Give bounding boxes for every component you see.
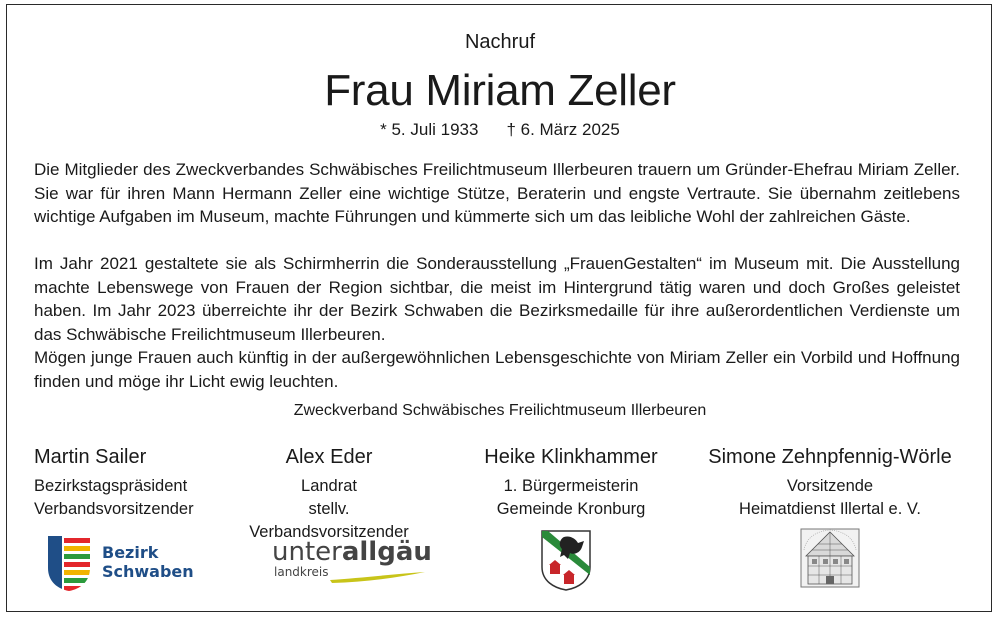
svg-text:unterallgäu bbox=[272, 537, 430, 567]
bezirk-line2: Schwaben bbox=[102, 562, 194, 581]
role-line-1: Bezirkstagspräsident bbox=[34, 477, 188, 495]
role-line-2: Heimatdienst Illertal e. V. bbox=[739, 500, 921, 518]
signatory-role bbox=[34, 475, 194, 521]
role-line-2: Verbandsvorsitzender bbox=[34, 500, 194, 518]
signatory-4 bbox=[694, 445, 966, 521]
role-line-1: 1. Bürgermeisterin bbox=[503, 477, 639, 495]
signatory-role bbox=[694, 475, 966, 521]
unterallgaeu-part2: allgäu bbox=[341, 537, 430, 567]
signatory-1 bbox=[34, 445, 194, 521]
bezirk-line1: Bezirk bbox=[102, 543, 159, 562]
paragraph-1: Die Mitglieder des Zweckverbandes Schwäbisches Freilichtmuseum Illerbeuren trauern um Gründer-Ehefrau Miriam Zeller. Sie war für ihren Mann Hermann Zeller eine wichtige Stütze, Beraterin und engste Vertraute. Sie übernahm zeitlebens wichtige Aufgaben im Museum, machte Führungen und kümmerte sich um das leibliche Wohl der zahlreichen Gäste. bbox=[34, 160, 960, 226]
role-line-2: stellv. Verbandsvorsitzender bbox=[249, 500, 409, 541]
notice-kicker: Nachruf bbox=[464, 31, 536, 53]
organization-name: Zweckverband Schwäbisches Freilichtmuseum Illerbeuren bbox=[293, 402, 707, 419]
role-line-2: Gemeinde Kronburg bbox=[496, 500, 646, 518]
unterallgaeu-logo bbox=[270, 534, 430, 592]
death-date: † 6. März 2025 bbox=[506, 120, 620, 139]
heimatdienst-seal-icon bbox=[798, 526, 862, 590]
role-line-1: Vorsitzende bbox=[786, 477, 874, 495]
unterallgaeu-part1: unter bbox=[272, 537, 342, 567]
bezirk-schwaben-logo bbox=[46, 534, 196, 592]
signatory-2 bbox=[232, 445, 426, 544]
bezirk-shield-icon bbox=[46, 534, 196, 592]
signatory-name: Martin Sailer bbox=[34, 446, 147, 468]
paragraph-3: Mögen junge Frauen auch künftig in der außergewöhnlichen Lebensgeschichte von Miriam Zeller ein Vorbild und Hoffnung finden und möge ihr Licht ewig leuchten. bbox=[34, 348, 960, 391]
unterallgaeu-sub: landkreis bbox=[274, 565, 329, 579]
swoosh-icon bbox=[330, 572, 425, 583]
signatory-name: Simone Zehnpfennig-Wörle bbox=[708, 446, 952, 468]
birth-date: * 5. Juli 1933 bbox=[380, 120, 479, 139]
signatory-name: Heike Klinkhammer bbox=[484, 446, 658, 468]
paragraph-2: Im Jahr 2021 gestaltete sie als Schirmherrin die Sonderausstellung „FrauenGestalten“ im Museum mit. Die Ausstellung machte Lebenswege von Frauen der Region sichtbar, die meist im Hintergrund tätig waren und doch Großes geleistet haben. Im Jahr 2023 überreichte ihr der Bezirk Schwaben die Bezirksmedaille für ihre außerordentlichen Verdienste um das Schwäbische Freilichtmuseum Illerbeuren. bbox=[34, 254, 960, 344]
unterallgaeu-wordmark-icon bbox=[270, 534, 430, 592]
signatory-role bbox=[460, 475, 682, 521]
kronburg-coat-of-arms-icon bbox=[540, 529, 592, 591]
deceased-name: Frau Miriam Zeller bbox=[324, 66, 676, 115]
life-dates bbox=[0, 120, 1000, 140]
signatory-3 bbox=[460, 445, 682, 521]
signatory-name: Alex Eder bbox=[285, 446, 373, 468]
role-line-1: Landrat bbox=[301, 477, 357, 495]
